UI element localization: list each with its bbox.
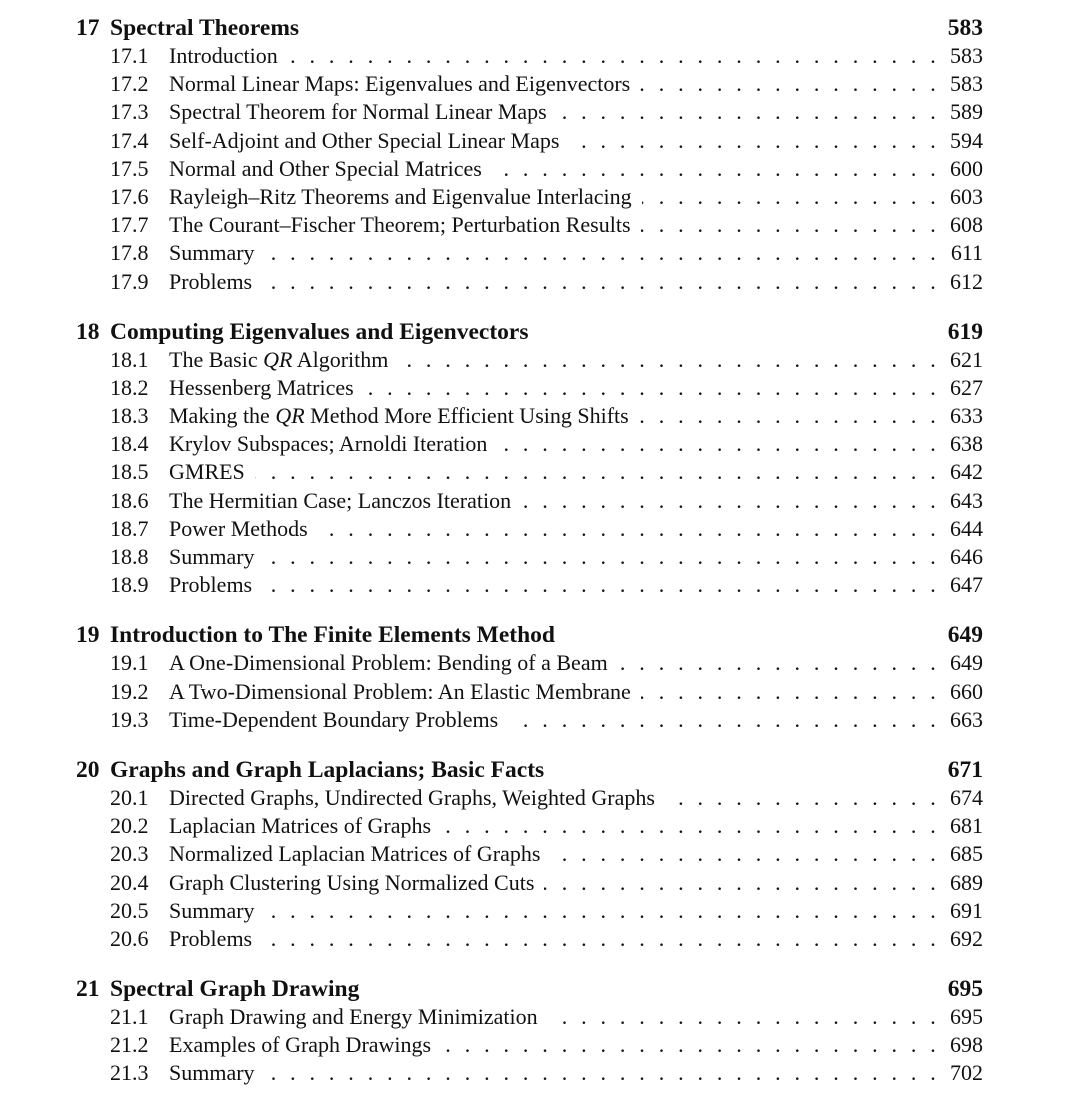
section-entry[interactable]: [0, 239, 1080, 267]
section-page-number: 660: [950, 678, 983, 704]
section-number: 21.1: [110, 1004, 149, 1030]
section-title: Time-Dependent Boundary Problems: [169, 707, 508, 732]
section-page-number: 642: [950, 459, 983, 485]
section-entry[interactable]: [0, 869, 1080, 897]
section-entry[interactable]: [0, 268, 1080, 296]
section-page-number: 600: [950, 155, 983, 181]
section-title-leader: [169, 458, 940, 486]
section-title-leader: [169, 649, 940, 677]
section-entry[interactable]: [0, 430, 1080, 458]
section-entry[interactable]: [0, 925, 1080, 953]
chapter-title: Graphs and Graph Laplacians; Basic Facts: [110, 756, 545, 783]
section-number: 20.2: [110, 813, 149, 839]
section-number: 17.6: [110, 183, 149, 209]
section-title: Normal and Other Special Matrices: [169, 156, 492, 181]
section-number: 18.5: [110, 459, 149, 485]
section-page-number: 627: [950, 374, 983, 400]
chapter-title: Introduction to The Finite Elements Method: [110, 622, 555, 649]
section-number: 20.5: [110, 897, 149, 923]
chapter-page-number: 583: [947, 15, 983, 41]
section-title-leader: [169, 1059, 940, 1087]
section-number: 20.6: [110, 925, 149, 951]
chapter-title: Spectral Theorems: [110, 15, 300, 41]
section-page-number: 691: [950, 897, 983, 923]
section-number: 17.9: [110, 268, 149, 294]
section-page-number: 695: [950, 1004, 983, 1030]
chapter-title: Computing Eigenvalues and Eigenvectors: [110, 318, 529, 345]
section-title: Directed Graphs, Undirected Graphs, Weighted Graphs: [169, 785, 665, 810]
section-page-number: 647: [950, 572, 983, 598]
section-title: Rayleigh–Ritz Theorems and Eigenvalue Interlacing: [169, 184, 642, 209]
section-page-number: 674: [950, 784, 983, 810]
section-title: A Two-Dimensional Problem: An Elastic Membrane: [169, 679, 641, 704]
section-entry[interactable]: [0, 98, 1080, 126]
section-page-number: 583: [950, 71, 983, 97]
chapter-page-number: 671: [947, 756, 983, 783]
section-page-number: 583: [950, 43, 983, 68]
section-title: Graph Drawing and Energy Minimization: [169, 1004, 548, 1029]
chapter-heading[interactable]: [0, 14, 1080, 42]
section-number: 20.1: [110, 784, 149, 810]
section-number: 17.7: [110, 212, 149, 238]
section-entry[interactable]: [0, 42, 1080, 70]
section-title-leader: [169, 211, 940, 239]
section-title: Examples of Graph Drawings: [169, 1032, 441, 1057]
chapter-number: 21: [76, 976, 100, 1003]
section-entry[interactable]: [0, 678, 1080, 706]
section-page-number: 689: [950, 869, 983, 895]
section-entry[interactable]: [0, 812, 1080, 840]
section-title: Self-Adjoint and Other Special Linear Maps: [169, 128, 569, 153]
section-entry[interactable]: [0, 1003, 1080, 1031]
section-title-leader: [169, 571, 940, 599]
section-page-number: 633: [950, 403, 983, 429]
section-number: 19.3: [110, 706, 149, 732]
section-entry[interactable]: [0, 571, 1080, 599]
section-page-number: 638: [950, 431, 983, 457]
section-title: Summary: [169, 898, 265, 923]
chapter-page-number: 619: [947, 318, 983, 345]
section-entry[interactable]: [0, 487, 1080, 515]
section-title-leader: [169, 925, 940, 953]
section-title-leader: [169, 98, 940, 126]
section-title-leader: [169, 840, 940, 868]
chapter-heading[interactable]: [0, 975, 1080, 1003]
section-entry[interactable]: [0, 346, 1080, 374]
table-of-contents: [0, 14, 1080, 1110]
section-number: 17.4: [110, 127, 149, 153]
section-entry[interactable]: [0, 70, 1080, 98]
section-title-leader: [169, 515, 940, 543]
section-title: Summary: [169, 544, 265, 569]
section-number: 20.3: [110, 841, 149, 867]
section-title-leader: [169, 430, 940, 458]
chapter-block: [0, 975, 1080, 1088]
chapter-number: 18: [76, 318, 100, 345]
section-entry[interactable]: [0, 458, 1080, 486]
section-page-number: 611: [950, 240, 983, 266]
section-page-number: 621: [950, 346, 983, 372]
section-title: Power Methods: [169, 516, 318, 541]
section-title-leader: [169, 127, 940, 155]
section-title: Laplacian Matrices of Graphs: [169, 813, 441, 838]
section-title-leader: [169, 346, 940, 374]
section-title-leader: [169, 869, 940, 897]
section-page-number: 702: [950, 1060, 983, 1086]
section-entry[interactable]: [0, 155, 1080, 183]
section-title: The Hermitian Case; Lanczos Iteration: [169, 488, 521, 513]
section-title: Problems: [169, 269, 262, 294]
section-title: Making the QR Method More Efficient Using Shifts: [169, 403, 639, 428]
section-title: Normal Linear Maps: Eigenvalues and Eigenvectors: [169, 71, 640, 96]
section-title-leader: [169, 678, 940, 706]
section-title: Summary: [169, 240, 265, 265]
section-page-number: 589: [950, 99, 983, 125]
section-title: Summary: [169, 1060, 265, 1085]
section-page-number: 608: [950, 212, 983, 238]
chapter-title: Spectral Graph Drawing: [110, 976, 360, 1003]
chapter-number: 19: [76, 622, 100, 649]
section-number: 18.9: [110, 572, 149, 598]
section-page-number: 685: [950, 841, 983, 867]
section-number: 18.7: [110, 515, 149, 541]
section-page-number: 644: [950, 515, 983, 541]
section-entry[interactable]: [0, 183, 1080, 211]
section-entry[interactable]: [0, 127, 1080, 155]
section-number: 18.4: [110, 431, 149, 457]
section-entry[interactable]: [0, 515, 1080, 543]
section-entry[interactable]: [0, 374, 1080, 402]
section-title-leader: [169, 155, 940, 183]
section-page-number: 663: [950, 706, 983, 732]
section-title-leader: [169, 374, 940, 402]
section-page-number: 603: [950, 183, 983, 209]
chapter-heading[interactable]: [0, 621, 1080, 649]
section-title-leader: [169, 239, 940, 267]
section-title-leader: [169, 268, 940, 296]
section-entry[interactable]: [0, 897, 1080, 925]
section-number: 18.1: [110, 346, 149, 372]
section-page-number: 646: [950, 544, 983, 569]
section-title-leader: [169, 70, 940, 98]
section-title: Hessenberg Matrices: [169, 375, 364, 400]
section-number: 18.8: [110, 544, 149, 569]
section-title: The Courant–Fischer Theorem; Perturbation Results: [169, 212, 641, 237]
section-number: 17.2: [110, 71, 149, 97]
section-entry[interactable]: [0, 1031, 1080, 1059]
section-number: 19.1: [110, 650, 149, 676]
section-number: 17.3: [110, 99, 149, 125]
chapter-heading[interactable]: [0, 318, 1080, 346]
chapter-number: 20: [76, 756, 100, 783]
section-title-leader: [169, 784, 940, 812]
section-page-number: 698: [950, 1032, 983, 1058]
section-title: Problems: [169, 926, 262, 951]
section-entry[interactable]: [0, 784, 1080, 812]
section-title: GMRES: [169, 459, 255, 484]
section-title-leader: [169, 402, 940, 430]
section-number: 19.2: [110, 678, 149, 704]
chapter-block: [0, 756, 1080, 953]
chapter-block: [0, 318, 1080, 600]
section-title: Problems: [169, 572, 262, 597]
section-number: 17.8: [110, 240, 149, 266]
section-entry[interactable]: [0, 211, 1080, 239]
section-number: 21.2: [110, 1032, 149, 1058]
section-title-leader: [169, 543, 940, 571]
section-title: Introduction: [169, 43, 288, 68]
section-title-leader: [169, 183, 940, 211]
section-title: Spectral Theorem for Normal Linear Maps: [169, 99, 557, 124]
section-number: 17.5: [110, 155, 149, 181]
section-number: 18.6: [110, 487, 149, 513]
chapter-number: 17: [76, 15, 100, 41]
section-number: 21.3: [110, 1060, 149, 1086]
section-title-leader: [169, 1003, 940, 1031]
section-entry[interactable]: [0, 706, 1080, 734]
section-entry[interactable]: [0, 840, 1080, 868]
section-page-number: 692: [950, 925, 983, 951]
section-number: 18.2: [110, 374, 149, 400]
section-entry[interactable]: [0, 1059, 1080, 1087]
chapter-page-number: 649: [947, 622, 983, 649]
section-title: Normalized Laplacian Matrices of Graphs: [169, 841, 550, 866]
section-title: Graph Clustering Using Normalized Cuts: [169, 870, 544, 895]
section-title-leader: [169, 42, 940, 70]
section-page-number: 681: [950, 813, 983, 839]
section-title-leader: [169, 706, 940, 734]
section-page-number: 649: [950, 650, 983, 676]
chapter-block: [0, 14, 1080, 296]
section-title-leader: [169, 487, 940, 515]
section-number: 18.3: [110, 403, 149, 429]
section-page-number: 643: [950, 487, 983, 513]
section-entry[interactable]: [0, 402, 1080, 430]
chapter-block: [0, 621, 1080, 734]
section-page-number: 612: [950, 268, 983, 294]
section-title: The Basic QR Algorithm: [169, 347, 398, 372]
chapter-heading[interactable]: [0, 756, 1080, 784]
section-title: A One-Dimensional Problem: Bending of a Beam: [169, 650, 618, 675]
section-title-leader: [169, 1031, 940, 1059]
section-page-number: 594: [950, 127, 983, 153]
chapter-page-number: 695: [947, 976, 983, 1003]
section-number: 20.4: [110, 869, 149, 895]
section-entry[interactable]: [0, 543, 1080, 571]
section-entry[interactable]: [0, 649, 1080, 677]
section-number: 17.1: [110, 43, 149, 68]
section-title: Krylov Subspaces; Arnoldi Iteration: [169, 431, 497, 456]
section-title-leader: [169, 897, 940, 925]
section-title-leader: [169, 812, 940, 840]
